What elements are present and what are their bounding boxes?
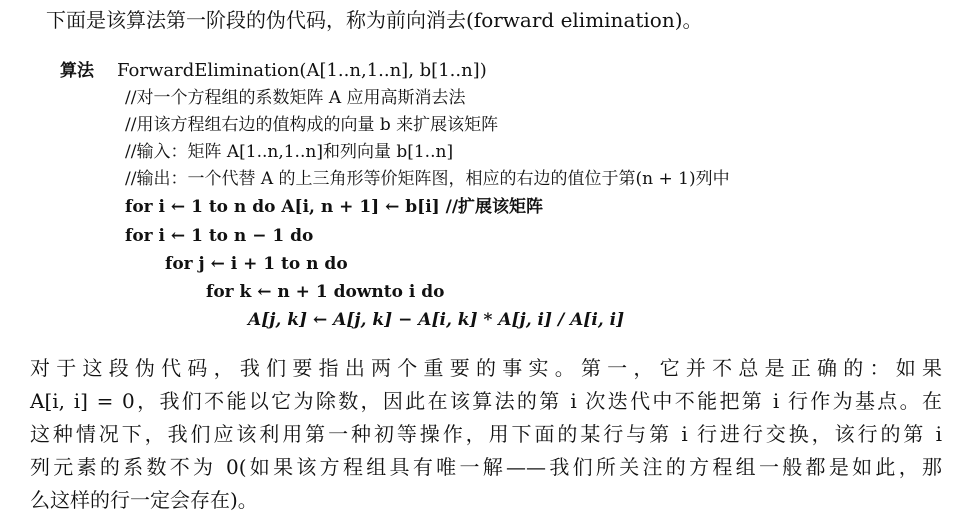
paragraph-line-2: A[i, i] = 0，我们不能以它为除数，因此在该算法的第 i 次迭代中不能把第 i 行作为基点。在 [30,389,942,413]
paragraph-line-5: 么这样的行一定会存在)。 [30,488,258,512]
code-line-for-i: for i ← 1 to n − 1 do [125,226,314,246]
code-line-for-j: for j ← i + 1 to n do [165,254,348,274]
algorithm-label: 算法 [60,61,94,81]
code-line-update: A[j, k] ← A[j, k] − A[i, k] * A[j, i] / A[i, i] [248,310,625,330]
intro-line: 下面是该算法第一阶段的伪代码，称为前向消去(forward elimination)。 [46,8,703,32]
comment-line-1: //对一个方程组的系数矩阵 A 应用高斯消去法 [125,88,466,108]
paragraph-line-4: 列元素的系数不为 0(如果该方程组具有唯一解——我们所关注的方程组一般都是如此，那 [30,455,942,479]
paragraph-line-3: 这种情况下，我们应该利用第一种初等操作，用下面的某行与第 i 行进行交换，该行的第 i [30,422,942,446]
comment-line-2: //用该方程组右边的值构成的向量 b 来扩展该矩阵 [125,115,499,135]
code-line-for-k: for k ← n + 1 downto i do [206,282,445,302]
code-line-for-i-extend: for i ← 1 to n do A[i, n + 1] ← b[i] //扩展该矩阵 [125,197,544,217]
comment-line-3: //输入：矩阵 A[1..n,1..n]和列向量 b[1..n] [125,142,454,162]
comment-line-4: //输出：一个代替 A 的上三角形等价矩阵图，相应的右边的值位于第(n + 1)列中 [125,169,730,189]
paragraph-line-1: 对于这段伪代码，我们要指出两个重要的事实。第一，它并不总是正确的：如果 [30,356,942,380]
algorithm-signature: ForwardElimination(A[1..n,1..n], b[1..n]) [117,60,487,81]
